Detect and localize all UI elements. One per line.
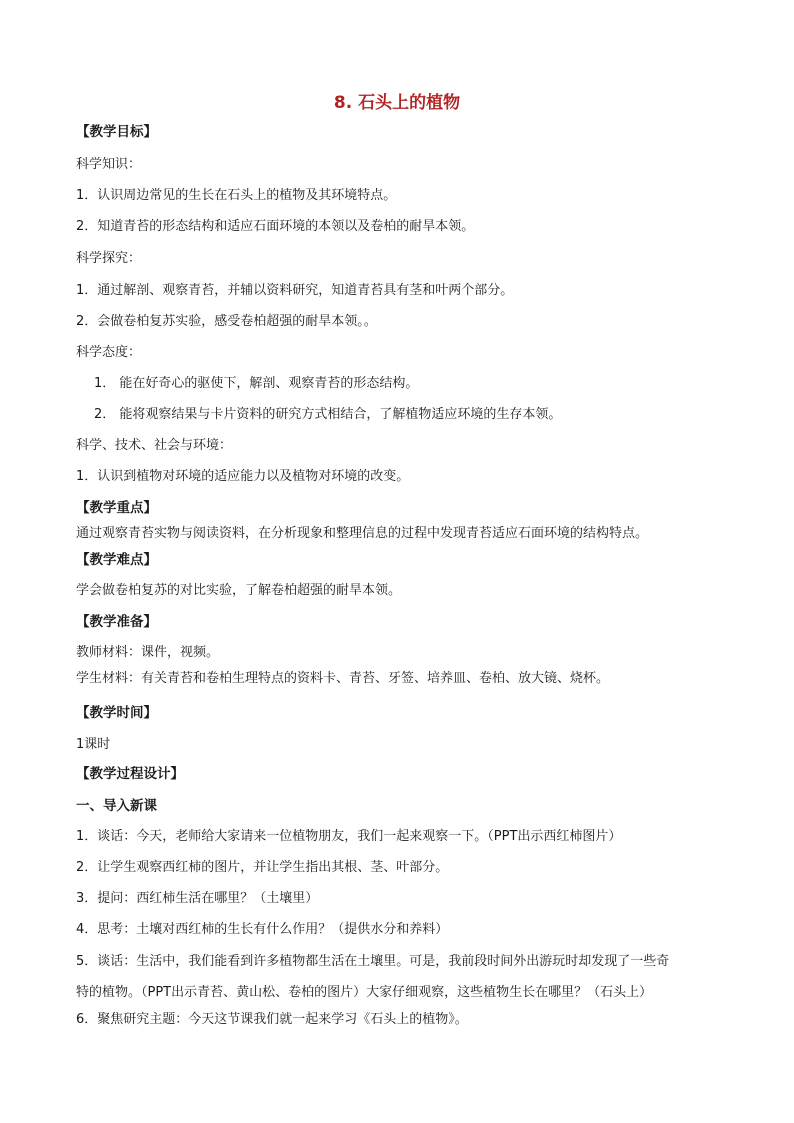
list-item: 5．谈话：生活中，我们能看到许多植物都生活在土壤里。可是，我前段时间外出游玩时却发现了一些奇 [76,954,670,969]
paragraph: 1课时 [76,737,111,752]
subheading-attitude: 科学态度： [76,345,142,360]
section-heading-time: 【教学时间】 [76,705,157,721]
paragraph: 教师材料：课件，视频。 [76,645,220,660]
paragraph: 学生材料：有关青苔和卷柏生理特点的资料卡、青苔、牙签、培养皿、卷柏、放大镜、烧杯。 [76,671,610,686]
list-item: 3．提问：西红柿生活在哪里？（土壤里） [76,891,319,906]
subheading-knowledge: 科学知识： [76,157,142,172]
section-heading-difficulties: 【教学难点】 [76,552,157,568]
subheading-inquiry: 科学探究： [76,251,142,266]
document-title: 8. 石头上的植物 [333,93,461,113]
list-item: 4．思考：土壤对西红柿的生长有什么作用？（提供水分和养料） [76,922,449,937]
list-item: 1． 能在好奇心的驱使下，解剖、观察青苔的形态结构。 [94,376,419,391]
list-item: 1．认识到植物对环境的适应能力以及植物对环境的改变。 [76,469,410,484]
section-heading-key-points: 【教学重点】 [76,500,157,516]
section-heading-process: 【教学过程设计】 [76,766,184,782]
list-item: 1．通过解剖、观察青苔，并辅以资料研究，知道青苔具有茎和叶两个部分。 [76,283,514,298]
paragraph: 学会做卷柏复苏的对比实验，了解卷柏超强的耐旱本领。 [76,583,402,598]
list-item: 2．让学生观察西红柿的图片，并让学生指出其根、茎、叶部分。 [76,860,449,875]
list-item: 6．聚焦研究主题：今天这节课我们就一起来学习《石头上的植物》。 [76,1012,468,1027]
list-item: 2． 能将观察结果与卡片资料的研究方式相结合，了解植物适应环境的生存本领。 [94,407,562,422]
list-item-continuation: 特的植物。（PPT出示青苔、黄山松、卷柏的图片）大家仔细观察，这些植物生长在哪里？（石头上） [76,985,653,1000]
list-item: 1．认识周边常见的生长在石头上的植物及其环境特点。 [76,188,397,203]
list-item: 1．谈话：今天，老师给大家请来一位植物朋友，我们一起来观察一下。（PPT出示西红柿图片） [76,829,622,844]
section-heading-preparation: 【教学准备】 [76,614,157,630]
paragraph: 通过观察青苔实物与阅读资料，在分析现象和整理信息的过程中发现青苔适应石面环境的结构特点。 [76,526,649,541]
list-item: 2．知道青苔的形态结构和适应石面环境的本领以及卷柏的耐旱本领。 [76,219,475,234]
section-heading-objectives: 【教学目标】 [76,124,157,140]
subheading-stse: 科学、技术、社会与环境： [76,438,233,453]
list-item: 2．会做卷柏复苏实验，感受卷柏超强的耐旱本领。。 [76,314,377,329]
subsection-heading-intro: 一、导入新课 [76,798,157,814]
